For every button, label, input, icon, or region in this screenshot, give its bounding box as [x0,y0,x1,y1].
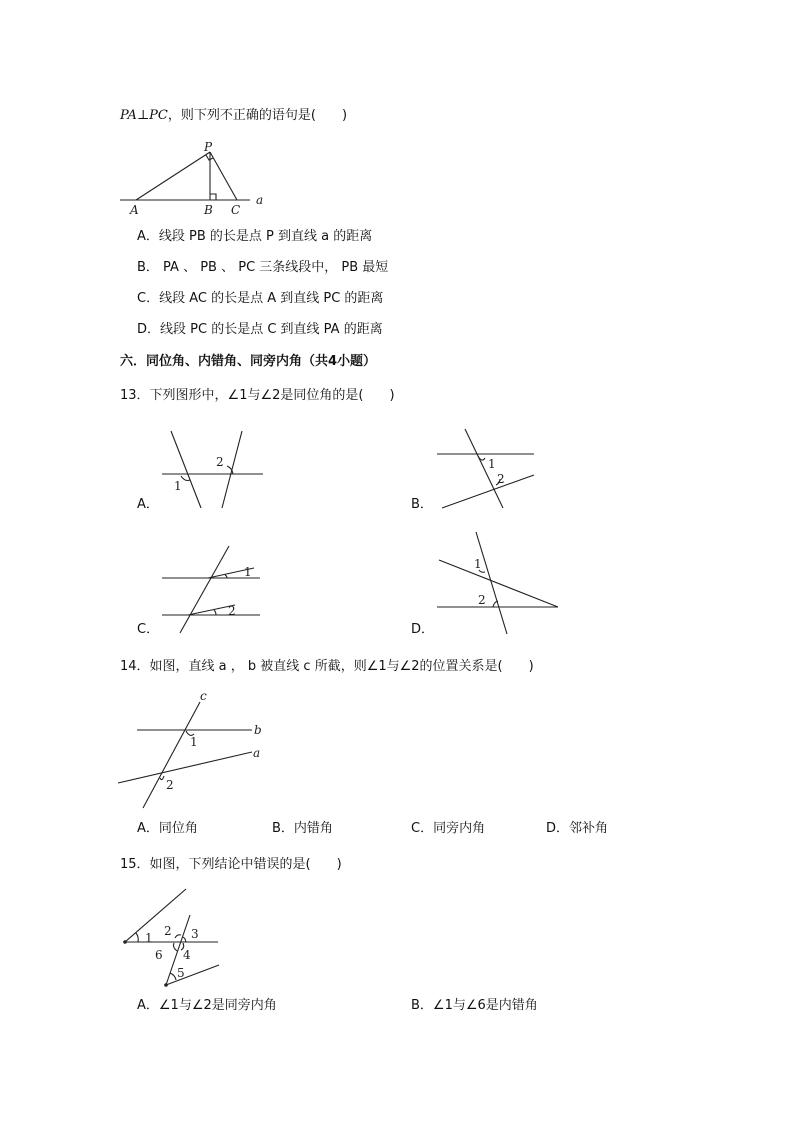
q13a-left-transversal [171,431,201,508]
q12-figure [110,140,280,220]
q13a-label-2: 2 [216,455,224,469]
q15-label-4: 4 [183,948,191,962]
q12-label-p: P [204,140,213,154]
q12-right-angle-b [210,194,216,200]
q13c-angle-2-arc [214,610,216,615]
q15-label-3: 3 [191,927,199,941]
q13-figure-a [155,428,270,513]
q12-label-b: B [204,203,213,217]
q12-option-b: B． PA 、 PB 、 PC 三条线段中， PB 最短 [137,260,389,275]
q15-angle-6-arc [173,943,177,951]
q13-figure-d [430,528,565,638]
q15-label-5: 5 [177,966,185,980]
q14-figure [110,688,280,813]
q13d-label-1: 1 [474,557,482,571]
q14-option-c: C．同旁内角 [411,821,486,836]
q15-option-b: B．∠1与∠6是内错角 [411,998,538,1013]
q15-upper-ray [125,889,186,942]
q13-figure-c [155,540,270,635]
q12-option-d: D．线段 PC 的长是点 C 到直线 PA 的距离 [137,322,383,337]
q14-option-d: D．邻补角 [546,821,609,836]
q14-line-a [118,752,252,783]
q14-label-a: a [253,746,261,760]
q14-label-2: 2 [166,778,174,792]
q15-figure [115,885,235,990]
q14-label-1: 1 [190,735,198,749]
q13d-label-2: 2 [478,593,486,607]
q13b-label-2: 2 [497,472,505,486]
q12-stem-text: ，则下列不正确的语句是( ) [167,108,348,123]
q13-stem: 13．下列图形中，∠1与∠2是同位角的是( ) [120,388,395,403]
q15-vertex-left [123,940,127,944]
q13-option-d: D． [411,622,435,637]
q13d-transversal [476,532,507,634]
q15-label-1: 1 [145,931,153,945]
q15-angle-2-arc [175,935,181,938]
q13-figure-b [430,425,545,515]
q12-stem [120,107,347,125]
q12-label-c: C [231,203,241,217]
q13-option-b: B． [411,497,433,512]
q14-option-b: B．内错角 [272,821,333,836]
q15-vertex-bottom [164,983,168,987]
q15-label-2: 2 [164,924,172,938]
q15-stem: 15．如图，下列结论中错误的是( ) [120,857,342,872]
q15-label-6: 6 [155,948,163,962]
q14-angle-2-arc [160,776,164,780]
q13-option-a: A． [137,497,159,512]
q13b-slanted-line [442,475,534,508]
q13d-slanted-line [439,560,558,607]
q13c-label-1: 1 [244,565,252,579]
q14-stem: 14．如图，直线 a ， b 被直线 c 所截，则∠1与∠2的位置关系是( ) [120,659,534,674]
q12-label-line-a: a [256,193,264,207]
q13b-transversal [465,429,503,508]
q12-segment-pa [136,152,210,200]
q14-line-c [143,702,200,808]
q13b-label-1: 1 [488,457,496,471]
q12-option-c: C．线段 AC 的长是点 A 到直线 PC 的距离 [137,291,384,306]
q14-label-c: c [200,689,207,703]
q12-label-a: A [130,203,139,217]
q12-option-a: A．线段 PB 的长是点 P 到直线 a 的距离 [137,229,373,244]
section-6-title: 六．同位角、内错角、同旁内角（共4小题） [120,354,377,369]
q15-option-a: A．∠1与∠2是同旁内角 [137,998,277,1013]
q15-angle-5-arc [170,973,176,980]
q12-segment-pc [210,152,237,200]
q13a-label-1: 1 [174,479,182,493]
q14-label-b: b [254,723,262,737]
q13c-label-2: 2 [228,604,236,618]
q13c-transversal [180,546,229,633]
q15-angle-1-arc [136,933,138,942]
q14-option-a: A．同位角 [137,821,198,836]
q12-stem-math: PA⊥PC [120,108,168,123]
q13-option-c: C． [137,622,160,637]
